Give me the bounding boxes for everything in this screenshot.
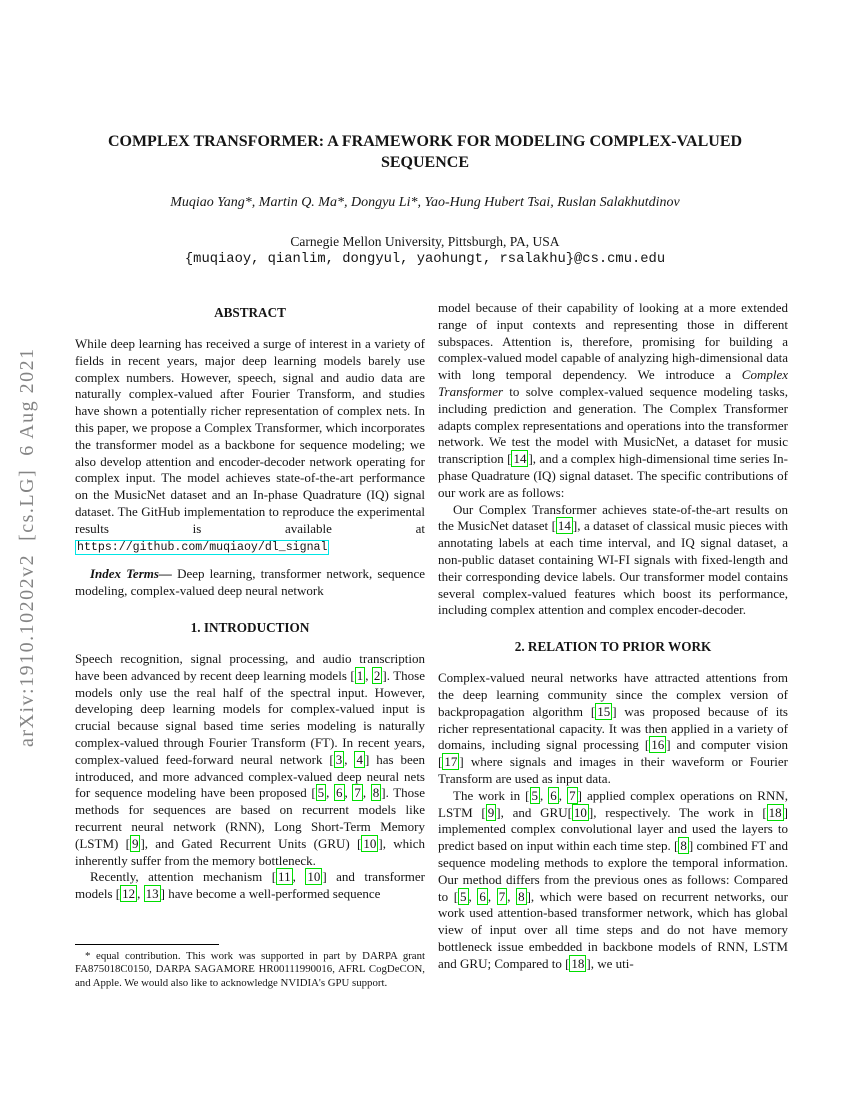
citation-ref[interactable]: 14	[513, 451, 527, 467]
citation-ref[interactable]: 17	[444, 754, 458, 770]
citation-ref[interactable]: 9	[131, 835, 139, 851]
citation-ref[interactable]: 5	[531, 787, 538, 803]
citation-ref[interactable]: 3	[335, 751, 343, 767]
citation-ref[interactable]: 10	[363, 835, 377, 851]
citation-ref[interactable]: 18	[571, 955, 585, 971]
paragraph: Our Complex Transformer achieves state-of-the-art results on the MusicNet dataset [ 14 ], a dataset of classical music pieces with annotating labels at each time interval, and IQ signal dataset, a non-public dataset containing WI-FI signals with fixed-length and their corresponding device labels. Our transformer model contains several complex-valued features which boost its performance, including complex attention and complex encoder-decoder.	[438, 501, 789, 618]
paragraph: Index Terms— Deep learning, transformer network, sequence modeling, complex-valued deep neural network	[75, 566, 425, 599]
paragraph: The work in [ 5 , 6 , 7 ] applied complex operations on RNN, LSTM [ 9 ], and GRU[ 10 ], respectively. The work in [ 18 ] implemented complex convolutional layer and used the layers to predict based on input within each time step. [ 8 ] combined FT and sequence modeling methods to explore the temporal information. Our method differs from the previous ones as follows: Compared to [ 5 , 6 , 7 , 8 ], which were based on recurrent networks, our work used attention-based transformer network, which has global view of input over all time steps and do not have memory bottleneck issue embedded in backbone models of RNN, LSTM and GRU; Compared to [ 18 ], we uti-	[438, 787, 789, 971]
citation-ref[interactable]: 1	[356, 667, 364, 683]
citation-ref[interactable]: 15	[597, 703, 611, 719]
citation-ref[interactable]: 9	[487, 804, 495, 820]
abstract-heading: ABSTRACT	[214, 305, 286, 320]
citation-ref[interactable]: 12	[122, 886, 136, 902]
paper-title: COMPLEX TRANSFORMER: A FRAMEWORK FOR MODELING COMPLEX-VALUED SEQUENCE	[107, 133, 743, 172]
emphasis-text: Complex Transformer	[438, 367, 788, 399]
citation-ref[interactable]: 8	[680, 838, 687, 854]
right-column	[438, 300, 788, 972]
citation-ref[interactable]: 7	[569, 787, 576, 803]
introduction-heading: 1. INTRODUCTION	[190, 619, 310, 635]
left-column	[75, 300, 425, 972]
citation-ref[interactable]: 8	[372, 785, 380, 801]
citation-ref[interactable]: 18	[768, 804, 782, 820]
citation-ref[interactable]: 10	[573, 804, 587, 820]
citation-ref[interactable]: 16	[651, 737, 665, 753]
citation-ref[interactable]: 4	[356, 751, 363, 767]
index-terms-label: Index Terms—	[90, 566, 172, 582]
paragraph: Speech recognition, signal processing, and audio transcription have been advanced by recent deep learning models [ 1 , 2 ]. Those models only use the real half of the spectral input. However, developing deep learning models for complex-valued input is crucial because signal based time series modeling is naturally complex-valued through Fourier Transform (FT). In recent years, complex-valued feed-forward neural network [ 3 , 4 ] has been introduced, and more advanced complex-valued deep neural nets for sequence modeling have been proposed [ 5 , 6 , 7 , 8 ]. Those methods for sequences are based on recurrent models like recurrent neural network (RNN), Long Short-Term Memory (LSTM) [ 9 ], and Gated Recurrent Units (GRU) [ 10 ], which inherently suffer from the memory bottleneck.	[75, 650, 426, 868]
footnote-rule	[75, 944, 219, 945]
citation-ref[interactable]: 5	[317, 785, 325, 801]
paper-header	[65, 131, 785, 267]
citation-ref[interactable]: 6	[479, 888, 486, 904]
citation-ref[interactable]: 5	[460, 888, 467, 904]
citation-ref[interactable]: 2	[373, 667, 381, 683]
paragraph: model because of their capability of looking at a more extended range of input contexts and representing those in different subspaces. Attention is, therefore, promising for building a complex-valued model capable of analyzing high-dimensional data with long temporal dependency. We introduce a Complex Transformer to solve complex-valued sequence modeling tasks, including prediction and generation. The Complex Transformer adapts complex representations and operations into the transformer network. We test the model with MusicNet, a dataset for music transcription [ 14 ], and a complex high-dimensional time series In-phase Quadrature (IQ) signal dataset. The specific contributions of our work are as follows:	[438, 300, 788, 500]
footnote	[75, 944, 425, 990]
paper-affiliation: Carnegie Mellon University, Pittsburgh, PA, USA	[290, 233, 560, 249]
citation-ref[interactable]: 7	[498, 888, 506, 904]
paragraph: While deep learning has received a surge of interest in a variety of fields in recent years, major deep learning models barely use complex numbers. However, speech, signal and audio data are naturally complex-valued after Fourier Transform, and studies have shown a potentially richer representation of complex nets. In this paper, we propose a Complex Transformer, which incorporates the transformer model as a backbone for sequence modeling; we also develop attention and encoder-decoder network operating for complex input. The model achieves state-of-the-art performance on the MusicNet dataset and an In-phase Quadrature (IQ) signal dataset. The GitHub implementation to reproduce the experimental results is available at https://github.com/muqiaoy/dl_signal	[75, 336, 425, 554]
two-column-body	[75, 300, 788, 972]
citation-ref[interactable]: 13	[145, 886, 159, 902]
paragraph: Complex-valued neural networks have attracted attentions from the deep learning community since the complex version of backpropagation algorithm [ 15 ] was proposed because of its richer representational capacity. It was then applied in a variety of domains, including signal processing [ 16 ] and computer vision [ 17 ] where signals and images in their waveform or Fourier Transform are used as input data.	[438, 670, 789, 786]
citation-ref[interactable]: 6	[550, 787, 557, 803]
citation-ref[interactable]: 7	[354, 785, 361, 801]
arxiv-stamp: arXiv:1910.10202v2 [cs.LG] 6 Aug 2021	[16, 347, 38, 748]
prior-work-heading: 2. RELATION TO PRIOR WORK	[514, 639, 712, 655]
paper-authors: Muqiao Yang*, Martin Q. Ma*, Dongyu Li*, Yao-Hung Hubert Tsai, Ruslan Salakhutdinov	[170, 194, 680, 210]
footnote-text: * equal contribution. This work was supported in part by DARPA grant FA875018C0150, DARPA SAGAMORE HR00111990016, AFRL CogDeCON, and Apple. We would also like to acknowledge NVIDIA's GPU support.	[75, 950, 425, 989]
paragraph: Recently, attention mechanism [ 11 , 10 ] and transformer models [ 12 , 13 ] have become a well-performed sequence	[75, 869, 425, 902]
citation-ref[interactable]: 14	[557, 518, 571, 534]
citation-ref[interactable]: 11	[278, 869, 291, 885]
github-url-link[interactable]: https://github.com/muqiaoy/dl_signal	[77, 540, 328, 554]
paper-email: {muqiaoy, qianlim, dongyul, yaohungt, rsalakhu}@cs.cmu.edu	[184, 251, 666, 267]
citation-ref[interactable]: 8	[518, 888, 525, 904]
citation-ref[interactable]: 10	[307, 869, 321, 885]
citation-ref[interactable]: 6	[336, 785, 343, 801]
